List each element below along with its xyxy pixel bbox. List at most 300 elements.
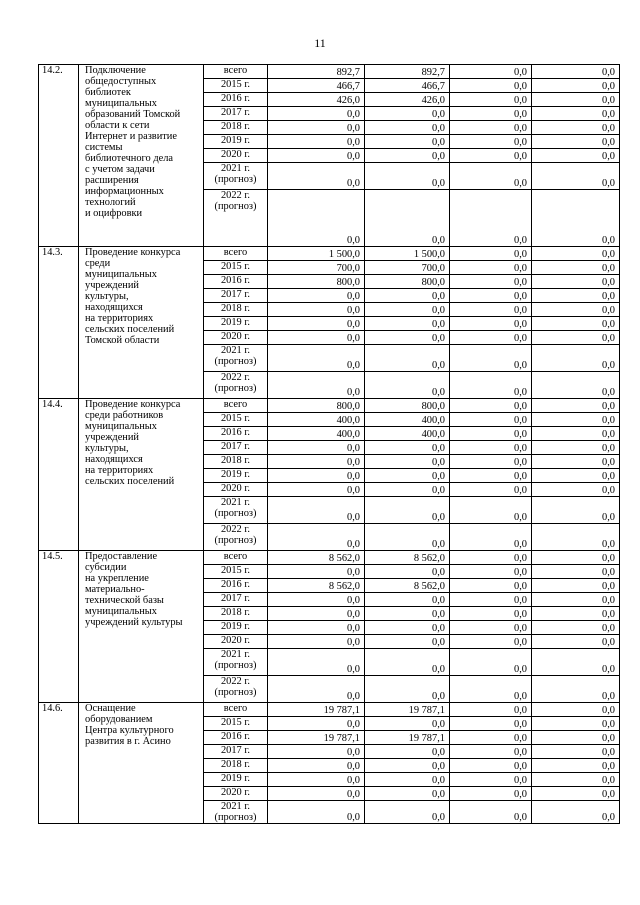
period-label <box>204 635 268 649</box>
value-cell: 0,0 <box>532 317 620 331</box>
item-name-line: библиотек <box>85 87 131 98</box>
item-name-line: Подключение <box>85 65 146 76</box>
item-number: 14.5. <box>39 551 79 703</box>
value-cell: 0,0 <box>450 524 532 551</box>
period-note: (прогноз) <box>214 383 257 394</box>
item-name-line: Томской области <box>85 335 160 346</box>
period-note: (прогноз) <box>214 174 257 185</box>
value-cell: 0,0 <box>532 759 620 773</box>
value-cell: 0,0 <box>450 121 532 135</box>
value-cell: 0,0 <box>365 745 450 759</box>
period-year: всего <box>223 551 248 562</box>
period-year: 2016 г. <box>220 579 251 590</box>
value-cell: 700,0 <box>365 261 450 275</box>
value-cell: 0,0 <box>532 149 620 163</box>
period-note: (прогноз) <box>214 687 257 698</box>
value-cell: 1 500,0 <box>268 247 365 261</box>
period-year: всего <box>223 247 248 258</box>
value-cell: 0,0 <box>268 469 365 483</box>
period-label <box>204 759 268 773</box>
value-cell: 0,0 <box>450 399 532 413</box>
value-cell: 426,0 <box>365 93 450 107</box>
item-name-line: на территориях <box>85 465 154 476</box>
value-cell: 466,7 <box>365 79 450 93</box>
period-label <box>204 247 268 261</box>
period-note: (прогноз) <box>214 660 257 671</box>
period-label <box>204 135 268 149</box>
period-year: 2022 г. <box>220 524 251 535</box>
value-cell: 0,0 <box>450 801 532 824</box>
value-cell: 0,0 <box>532 565 620 579</box>
value-cell: 892,7 <box>365 65 450 79</box>
value-cell: 0,0 <box>450 413 532 427</box>
value-cell: 8 562,0 <box>268 579 365 593</box>
value-cell: 0,0 <box>532 621 620 635</box>
value-cell: 0,0 <box>365 635 450 649</box>
period-label <box>204 469 268 483</box>
period-year: 2017 г. <box>220 441 251 452</box>
value-cell: 0,0 <box>268 317 365 331</box>
item-name-line: находящихся <box>85 302 143 313</box>
item-name-line: технической базы <box>85 595 164 606</box>
value-cell: 0,0 <box>365 469 450 483</box>
value-cell: 0,0 <box>532 593 620 607</box>
value-cell: 0,0 <box>532 497 620 524</box>
period-year: 2021 г. <box>220 163 251 174</box>
period-label <box>204 427 268 441</box>
value-cell: 0,0 <box>532 427 620 441</box>
period-note: (прогноз) <box>214 535 257 546</box>
item-name-line: культуры, <box>85 291 129 302</box>
item-name-line: и оцифровки <box>85 208 143 219</box>
period-label <box>204 773 268 787</box>
period-label <box>204 303 268 317</box>
item-name <box>79 247 204 399</box>
period-label <box>204 79 268 93</box>
value-cell: 0,0 <box>532 649 620 676</box>
period-label <box>204 676 268 703</box>
value-cell: 8 562,0 <box>365 579 450 593</box>
value-cell: 0,0 <box>532 731 620 745</box>
value-cell: 0,0 <box>268 621 365 635</box>
period-label <box>204 317 268 331</box>
value-cell: 0,0 <box>532 163 620 190</box>
value-cell: 0,0 <box>450 759 532 773</box>
value-cell: 0,0 <box>450 635 532 649</box>
period-label <box>204 372 268 399</box>
value-cell: 0,0 <box>450 469 532 483</box>
value-cell: 0,0 <box>532 65 620 79</box>
value-cell: 0,0 <box>268 717 365 731</box>
period-label <box>204 345 268 372</box>
period-year: 2022 г. <box>220 372 251 383</box>
period-label <box>204 607 268 621</box>
item-name-line: технологий <box>85 197 136 208</box>
period-year: 2022 г. <box>220 190 251 201</box>
value-cell: 0,0 <box>268 759 365 773</box>
period-year: всего <box>223 703 248 714</box>
value-cell: 0,0 <box>365 372 450 399</box>
value-cell: 0,0 <box>532 717 620 731</box>
value-cell: 0,0 <box>365 121 450 135</box>
period-note: (прогноз) <box>214 508 257 519</box>
value-cell: 0,0 <box>532 107 620 121</box>
value-cell: 0,0 <box>365 524 450 551</box>
value-cell: 0,0 <box>365 163 450 190</box>
value-cell: 0,0 <box>268 441 365 455</box>
value-cell: 0,0 <box>365 607 450 621</box>
item-name-line: муниципальных <box>85 606 157 617</box>
item-name-line: Центра культурного <box>85 725 174 736</box>
period-year: 2016 г. <box>220 93 251 104</box>
value-cell: 0,0 <box>268 524 365 551</box>
value-cell: 800,0 <box>268 399 365 413</box>
item-name <box>79 65 204 247</box>
value-cell: 0,0 <box>532 413 620 427</box>
item-name-line: Проведение конкурса <box>85 399 181 410</box>
value-cell: 0,0 <box>450 261 532 275</box>
period-year: 2015 г. <box>220 565 251 576</box>
period-label <box>204 593 268 607</box>
value-cell: 0,0 <box>450 163 532 190</box>
period-note: (прогноз) <box>214 201 257 212</box>
period-year: 2020 г. <box>220 149 251 160</box>
value-cell: 0,0 <box>532 703 620 717</box>
item-name-line: системы <box>85 142 123 153</box>
value-cell: 0,0 <box>365 149 450 163</box>
item-number: 14.3. <box>39 247 79 399</box>
value-cell: 0,0 <box>450 621 532 635</box>
value-cell: 0,0 <box>450 455 532 469</box>
value-cell: 0,0 <box>532 275 620 289</box>
item-name-line: Интернет и развитие <box>85 131 177 142</box>
period-year: 2018 г. <box>220 607 251 618</box>
value-cell: 0,0 <box>450 649 532 676</box>
period-label <box>204 745 268 759</box>
value-cell: 0,0 <box>532 399 620 413</box>
value-cell: 0,0 <box>365 787 450 801</box>
item-name-line: оборудованием <box>85 714 153 725</box>
period-label <box>204 787 268 801</box>
value-cell: 0,0 <box>450 483 532 497</box>
value-cell: 0,0 <box>532 261 620 275</box>
value-cell: 0,0 <box>365 621 450 635</box>
value-cell: 0,0 <box>532 345 620 372</box>
value-cell: 0,0 <box>450 787 532 801</box>
period-year: 2019 г. <box>220 469 251 480</box>
period-year: 2020 г. <box>220 787 251 798</box>
item-name-line: на территориях <box>85 313 154 324</box>
value-cell: 0,0 <box>532 372 620 399</box>
value-cell: 0,0 <box>532 801 620 824</box>
period-label <box>204 524 268 551</box>
value-cell: 0,0 <box>268 107 365 121</box>
value-cell: 19 787,1 <box>365 731 450 745</box>
value-cell: 0,0 <box>450 565 532 579</box>
value-cell: 19 787,1 <box>268 703 365 717</box>
period-label <box>204 455 268 469</box>
value-cell: 0,0 <box>268 455 365 469</box>
value-cell: 0,0 <box>532 773 620 787</box>
item-name-line: учреждений <box>85 280 139 291</box>
value-cell: 0,0 <box>268 303 365 317</box>
value-cell: 0,0 <box>365 676 450 703</box>
item-name-line: сельских поселений <box>85 476 175 487</box>
value-cell: 0,0 <box>268 497 365 524</box>
value-cell: 19 787,1 <box>365 703 450 717</box>
value-cell: 400,0 <box>365 427 450 441</box>
period-year: 2015 г. <box>220 413 251 424</box>
period-year: 2018 г. <box>220 121 251 132</box>
period-label <box>204 717 268 731</box>
value-cell: 0,0 <box>450 331 532 345</box>
value-cell: 0,0 <box>450 593 532 607</box>
value-cell: 0,0 <box>450 717 532 731</box>
value-cell: 0,0 <box>268 787 365 801</box>
item-name-line: Предоставление <box>85 551 158 562</box>
period-year: 2019 г. <box>220 621 251 632</box>
value-cell: 400,0 <box>365 413 450 427</box>
period-label <box>204 565 268 579</box>
value-cell: 0,0 <box>450 190 532 247</box>
period-note: (прогноз) <box>214 812 257 823</box>
value-cell: 0,0 <box>365 331 450 345</box>
item-name-line: муниципальных <box>85 269 157 280</box>
value-cell: 0,0 <box>450 372 532 399</box>
value-cell: 0,0 <box>268 801 365 824</box>
period-label <box>204 497 268 524</box>
value-cell: 426,0 <box>268 93 365 107</box>
value-cell: 0,0 <box>268 149 365 163</box>
value-cell: 0,0 <box>268 135 365 149</box>
period-year: 2020 г. <box>220 483 251 494</box>
item-name-line: среди <box>85 258 111 269</box>
value-cell: 0,0 <box>365 303 450 317</box>
period-label <box>204 413 268 427</box>
period-label <box>204 289 268 303</box>
value-cell: 0,0 <box>450 497 532 524</box>
value-cell: 0,0 <box>365 289 450 303</box>
value-cell: 0,0 <box>365 317 450 331</box>
value-cell: 8 562,0 <box>365 551 450 565</box>
period-label <box>204 275 268 289</box>
value-cell: 0,0 <box>450 289 532 303</box>
value-cell: 0,0 <box>365 497 450 524</box>
item-name <box>79 703 204 824</box>
period-label <box>204 107 268 121</box>
period-label <box>204 149 268 163</box>
item-name-line: учреждений <box>85 432 139 443</box>
value-cell: 0,0 <box>532 289 620 303</box>
period-year: 2015 г. <box>220 261 251 272</box>
value-cell: 0,0 <box>450 607 532 621</box>
period-year: 2019 г. <box>220 773 251 784</box>
value-cell: 0,0 <box>532 93 620 107</box>
value-cell: 0,0 <box>532 469 620 483</box>
period-label <box>204 579 268 593</box>
value-cell: 8 562,0 <box>268 551 365 565</box>
budget-table <box>38 64 620 824</box>
period-label <box>204 331 268 345</box>
value-cell: 0,0 <box>365 773 450 787</box>
period-label <box>204 261 268 275</box>
value-cell: 0,0 <box>268 635 365 649</box>
item-name-line: среди работников <box>85 410 164 421</box>
period-label <box>204 621 268 635</box>
value-cell: 0,0 <box>268 593 365 607</box>
value-cell: 0,0 <box>365 190 450 247</box>
period-year: 2021 г. <box>220 801 251 812</box>
period-label <box>204 163 268 190</box>
value-cell: 0,0 <box>450 745 532 759</box>
value-cell: 400,0 <box>268 413 365 427</box>
period-year: 2021 г. <box>220 345 251 356</box>
value-cell: 0,0 <box>268 331 365 345</box>
item-name-line: Оснащение <box>85 703 136 714</box>
value-cell: 0,0 <box>450 107 532 121</box>
value-cell: 0,0 <box>532 579 620 593</box>
value-cell: 0,0 <box>450 135 532 149</box>
value-cell: 0,0 <box>268 649 365 676</box>
period-label <box>204 399 268 413</box>
value-cell: 0,0 <box>532 79 620 93</box>
value-cell: 0,0 <box>532 247 620 261</box>
value-cell: 0,0 <box>268 565 365 579</box>
value-cell: 0,0 <box>532 607 620 621</box>
value-cell: 0,0 <box>365 135 450 149</box>
period-year: всего <box>223 399 248 410</box>
period-label <box>204 121 268 135</box>
value-cell: 0,0 <box>365 455 450 469</box>
period-label <box>204 483 268 497</box>
value-cell: 0,0 <box>450 93 532 107</box>
item-name-line: развития в г. Асино <box>85 736 171 747</box>
period-label <box>204 731 268 745</box>
value-cell: 800,0 <box>365 399 450 413</box>
period-label <box>204 703 268 717</box>
period-year: 2018 г. <box>220 303 251 314</box>
value-cell: 0,0 <box>365 441 450 455</box>
value-cell: 0,0 <box>532 524 620 551</box>
period-year: 2019 г. <box>220 317 251 328</box>
value-cell: 0,0 <box>532 676 620 703</box>
period-year: 2020 г. <box>220 635 251 646</box>
value-cell: 0,0 <box>450 441 532 455</box>
table-row <box>39 399 620 413</box>
period-label <box>204 190 268 247</box>
value-cell: 0,0 <box>365 717 450 731</box>
value-cell: 0,0 <box>450 275 532 289</box>
value-cell: 0,0 <box>450 676 532 703</box>
value-cell: 0,0 <box>365 107 450 121</box>
period-label <box>204 551 268 565</box>
period-year: 2017 г. <box>220 107 251 118</box>
value-cell: 0,0 <box>450 79 532 93</box>
item-number: 14.6. <box>39 703 79 824</box>
period-label <box>204 65 268 79</box>
value-cell: 0,0 <box>268 163 365 190</box>
table-row <box>39 65 620 79</box>
value-cell: 0,0 <box>532 121 620 135</box>
item-name-line: информационных <box>85 186 164 197</box>
value-cell: 0,0 <box>268 773 365 787</box>
period-year: 2021 г. <box>220 497 251 508</box>
value-cell: 0,0 <box>268 607 365 621</box>
period-year: 2016 г. <box>220 427 251 438</box>
value-cell: 0,0 <box>450 149 532 163</box>
value-cell: 0,0 <box>532 135 620 149</box>
value-cell: 0,0 <box>532 551 620 565</box>
value-cell: 700,0 <box>268 261 365 275</box>
value-cell: 0,0 <box>365 565 450 579</box>
value-cell: 0,0 <box>365 593 450 607</box>
value-cell: 0,0 <box>450 731 532 745</box>
value-cell: 0,0 <box>532 455 620 469</box>
period-label <box>204 441 268 455</box>
value-cell: 0,0 <box>532 441 620 455</box>
value-cell: 466,7 <box>268 79 365 93</box>
value-cell: 0,0 <box>365 801 450 824</box>
value-cell: 800,0 <box>365 275 450 289</box>
value-cell: 0,0 <box>532 787 620 801</box>
value-cell: 0,0 <box>532 331 620 345</box>
item-name-line: муниципальных <box>85 421 157 432</box>
value-cell: 0,0 <box>365 649 450 676</box>
period-year: 2016 г. <box>220 731 251 742</box>
table-row <box>39 551 620 565</box>
period-year: 2017 г. <box>220 745 251 756</box>
value-cell: 0,0 <box>532 483 620 497</box>
period-year: 2019 г. <box>220 135 251 146</box>
period-year: 2016 г. <box>220 275 251 286</box>
value-cell: 0,0 <box>268 745 365 759</box>
page-number: 11 <box>314 36 326 50</box>
item-name-line: субсидии <box>85 562 127 573</box>
value-cell: 0,0 <box>450 551 532 565</box>
period-label <box>204 93 268 107</box>
table-row <box>39 247 620 261</box>
value-cell: 0,0 <box>268 289 365 303</box>
period-year: 2015 г. <box>220 717 251 728</box>
item-name-line: культуры, <box>85 443 129 454</box>
value-cell: 0,0 <box>450 247 532 261</box>
value-cell: 19 787,1 <box>268 731 365 745</box>
period-label <box>204 649 268 676</box>
table-row <box>39 703 620 717</box>
value-cell: 0,0 <box>532 190 620 247</box>
value-cell: 0,0 <box>532 635 620 649</box>
period-year: 2015 г. <box>220 79 251 90</box>
value-cell: 0,0 <box>450 65 532 79</box>
value-cell: 0,0 <box>268 121 365 135</box>
value-cell: 0,0 <box>268 345 365 372</box>
item-name <box>79 399 204 551</box>
value-cell: 892,7 <box>268 65 365 79</box>
value-cell: 0,0 <box>450 703 532 717</box>
item-number: 14.4. <box>39 399 79 551</box>
value-cell: 0,0 <box>450 579 532 593</box>
item-name-line: образований Томской <box>85 109 181 120</box>
item-name-line: библиотечного дела <box>85 153 174 164</box>
item-name-line: области к сети <box>85 120 150 131</box>
period-year: 2021 г. <box>220 649 251 660</box>
period-year: 2022 г. <box>220 676 251 687</box>
value-cell: 800,0 <box>268 275 365 289</box>
period-year: всего <box>223 65 248 76</box>
item-name-line: общедоступных <box>85 76 157 87</box>
item-name-line: материально- <box>85 584 145 595</box>
item-number: 14.2. <box>39 65 79 247</box>
